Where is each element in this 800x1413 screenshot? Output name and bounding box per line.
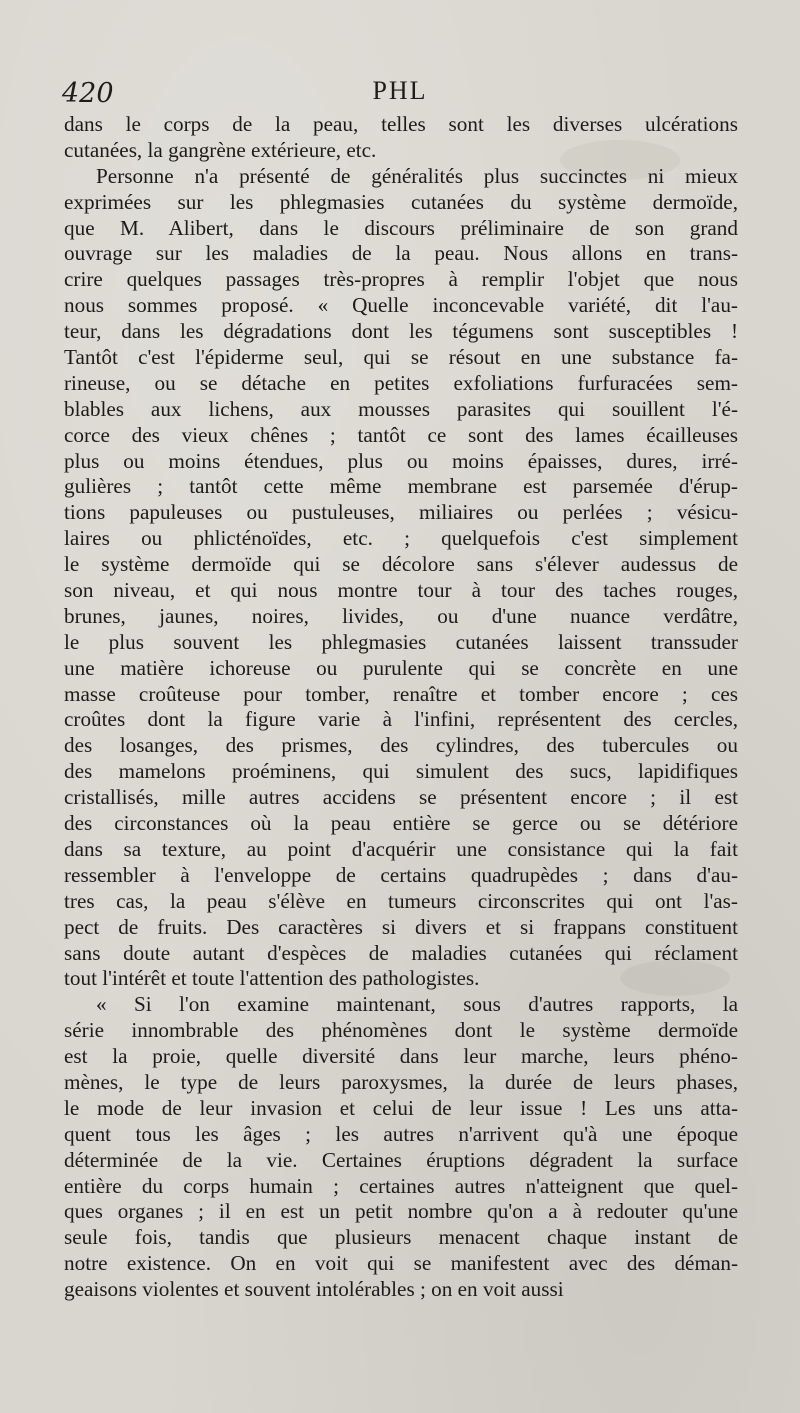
text-line: ouvrage sur les maladies de la peau. Nous allons en trans- [64, 241, 738, 266]
page-number: 420 [62, 78, 114, 109]
text-line: ressembler à l'enveloppe de certains quadrupèdes ; dans d'au- [64, 862, 738, 887]
text-line: déterminée de la vie. Certaines éruptions dégradent la surface [64, 1147, 738, 1172]
running-head: PHL [372, 76, 428, 105]
text-line: série innombrable des phénomènes dont le système dermoïde [64, 1018, 738, 1043]
text-line: des circonstances où la peau entière se gerce ou se détériore [64, 811, 738, 836]
paragraph [64, 112, 738, 164]
text-line: une matière ichoreuse ou purulente qui se concrète en une [64, 655, 738, 680]
text-line: son niveau, et qui nous montre tour à tour des taches rouges, [64, 578, 738, 603]
text-line: croûtes dont la figure varie à l'infini, représentent des cercles, [64, 707, 738, 732]
text-line: le plus souvent les phlegmasies cutanées laissent transsuder [64, 629, 738, 654]
text-line: nous sommes proposé. « Quelle inconcevable variété, dit l'au- [64, 293, 738, 318]
text-line: cutanées, la gangrène extérieure, etc. [64, 137, 377, 162]
text-line: rineuse, ou se détache en petites exfoliations furfuracées sem- [64, 370, 738, 395]
paragraph [64, 992, 738, 1303]
text-line: blables aux lichens, aux mousses parasites qui souillent l'é- [64, 396, 738, 421]
text-line: notre existence. On en voit qui se manifestent avec des déman- [64, 1251, 738, 1276]
text-line: corce des vieux chênes ; tantôt ce sont des lames écailleuses [64, 422, 738, 447]
page-header [62, 74, 738, 108]
text-line: ques organes ; il en est un petit nombre qu'on a à redouter qu'une [64, 1199, 738, 1224]
text-line: pect de fruits. Des caractères si divers et si frappans constituent [64, 914, 738, 939]
text-line: est la proie, quelle diversité dans leur marche, leurs phéno- [64, 1044, 738, 1069]
text-line: dans le corps de la peau, telles sont les diverses ulcérations [64, 112, 738, 136]
text-line: mènes, le type de leurs paroxysmes, la durée de leurs phases, [64, 1069, 738, 1094]
body-text [64, 112, 738, 1303]
paragraph [64, 164, 738, 993]
text-line: plus ou moins étendues, plus ou moins épaisses, dures, irré- [64, 448, 738, 473]
text-line: dans sa texture, au point d'acquérir une consistance qui la fait [64, 836, 738, 861]
text-line: masse croûteuse pour tomber, renaître et tomber encore ; ces [64, 681, 738, 706]
text-line: tout l'intérêt et toute l'attention des pathologistes. [64, 966, 480, 991]
text-line: entière du corps humain ; certaines autres n'atteignent que quel- [64, 1173, 738, 1198]
text-line: tres cas, la peau s'élève en tumeurs circonscrites qui ont l'as- [64, 888, 738, 913]
text-line: laires ou phlicténoïdes, etc. ; quelquefois c'est simplement [64, 526, 738, 551]
text-line: que M. Alibert, dans le discours préliminaire de son grand [64, 215, 738, 240]
text-line: sans doute autant d'espèces de maladies cutanées qui réclament [64, 940, 738, 965]
text-line: geaisons violentes et souvent intolérables ; on en voit aussi [64, 1277, 564, 1302]
text-line: tions papuleuses ou pustuleuses, miliaires ou perlées ; vésicu- [64, 500, 738, 525]
text-line: le système dermoïde qui se décolore sans s'élever audessus de [64, 552, 738, 577]
text-line: quent tous les âges ; les autres n'arrivent qu'à une époque [64, 1121, 738, 1146]
text-line: cristallisés, mille autres accidens se présentent encore ; il est [64, 785, 738, 810]
text-line: des mamelons proéminens, qui simulent des sucs, lapidifiques [64, 759, 738, 784]
text-line: teur, dans les dégradations dont les tégumens sont susceptibles ! [64, 319, 738, 344]
text-line: Personne n'a présenté de généralités plus succinctes ni mieux [96, 163, 738, 188]
text-line: le mode de leur invasion et celui de leur issue ! Les uns atta- [64, 1095, 738, 1120]
text-line: crire quelques passages très-propres à remplir l'objet que nous [64, 267, 738, 292]
text-line: seule fois, tandis que plusieurs menacent chaque instant de [64, 1225, 738, 1250]
text-line: Tantôt c'est l'épiderme seul, qui se résout en une substance fa- [64, 345, 738, 370]
text-line: « Si l'on examine maintenant, sous d'autres rapports, la [96, 992, 738, 1017]
text-line: brunes, jaunes, noires, livides, ou d'une nuance verdâtre, [64, 603, 738, 628]
text-line: des losanges, des prismes, des cylindres, des tubercules ou [64, 733, 738, 758]
text-line: exprimées sur les phlegmasies cutanées du système dermoïde, [64, 189, 738, 214]
text-line: gulières ; tantôt cette même membrane est parsemée d'érup- [64, 474, 738, 499]
